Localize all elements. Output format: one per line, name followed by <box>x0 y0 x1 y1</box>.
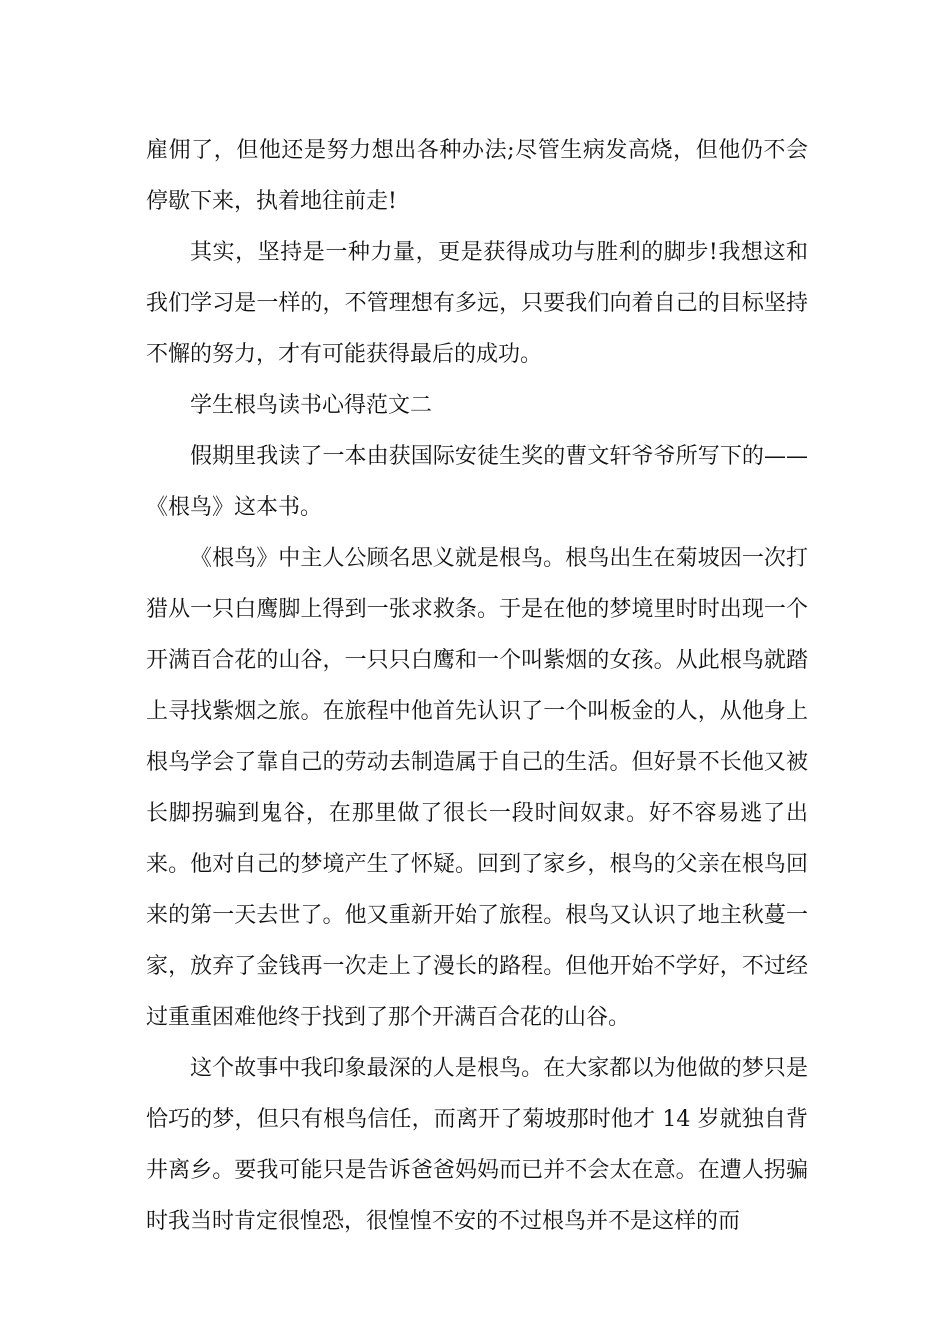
paragraph-continued: 雇佣了，但他还是努力想出各种办法;尽管生病发高烧，但他仍不会停歇下来，执着地往前走! <box>146 138 808 214</box>
section-heading: 学生根鸟读书心得范文二 <box>190 393 433 418</box>
document-body <box>146 125 808 1247</box>
paragraph-impression: 这个故事中我印象最深的人是根鸟。在大家都以为他做的梦只是恰巧的梦，但只有根鸟信任，而离开了菊坡那时他才 14 岁就独自背井离乡。要我可能只是告诉爸爸妈妈而已并不会太在意。在遭人拐骗时我当时肯定很惶恐，很惶惶不安的不过根鸟并不是这样的而 <box>146 1056 808 1234</box>
paragraph-summary: 《根鸟》中主人公顾名思义就是根鸟。根鸟出生在菊坡因一次打猎从一只白鹰脚上得到一张求救条。于是在他的梦境里时时出现一个开满百合花的山谷，一只只白鹰和一个叫紫烟的女孩。从此根鸟就踏上寻找紫烟之旅。在旅程中他首先认识了一个叫板金的人，从他身上根鸟学会了靠自己的劳动去制造属于自己的生活。但好景不长他又被长脚拐骗到鬼谷，在那里做了很长一段时间奴隶。好不容易逃了出来。他对自己的梦境产生了怀疑。回到了家乡，根鸟的父亲在根鸟回来的第一天去世了。他又重新开始了旅程。根鸟又认识了地主秋蔓一家，放弃了金钱再一次走上了漫长的路程。但他开始不学好，不过经过重重困难他终于找到了那个开满百合花的山谷。 <box>146 546 808 1030</box>
paragraph-intro: 假期里我读了一本由获国际安徒生奖的曹文轩爷爷所写下的——《根鸟》这本书。 <box>146 444 808 520</box>
paragraph-persistence: 其实，坚持是一种力量，更是获得成功与胜利的脚步!我想这和我们学习是一样的，不管理想有多远，只要我们向着自己的目标坚持不懈的努力，才有可能获得最后的成功。 <box>146 240 808 367</box>
